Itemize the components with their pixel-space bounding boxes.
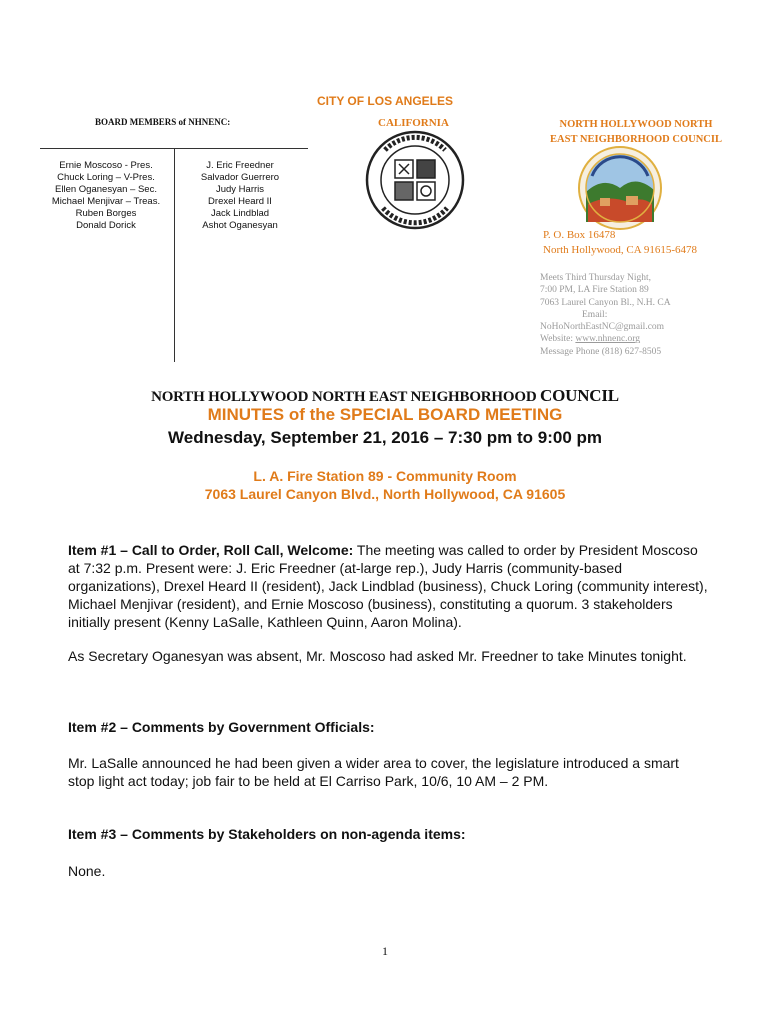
council-name-line1: NORTH HOLLYWOOD NORTH	[559, 119, 713, 130]
board-member: Michael Menjivar – Treas.	[51, 196, 161, 207]
board-member: J. Eric Freedner	[206, 160, 274, 171]
item-2-text: Mr. LaSalle announced he had been given a wider area to cover, the legislature introduced a smart stop light act today; job fair to be held at El Carriso Park, 10/6, 10 AM – 2 PM.	[68, 755, 679, 789]
city-seal-icon	[365, 130, 465, 230]
website-line	[540, 333, 671, 345]
meeting-info	[540, 272, 671, 358]
meets-line: Meets Third Thursday Night,	[540, 273, 651, 283]
council-name-line2: EAST NEIGHBORHOOD COUNCIL	[550, 134, 722, 145]
phone: Message Phone (818) 627-8505	[540, 346, 662, 357]
email-label: Email:	[582, 309, 608, 320]
page-number: 1	[382, 944, 388, 958]
board-member: Salvador Guerrero	[200, 172, 280, 183]
board-members-label: BOARD MEMBERS of NHNENC:	[95, 117, 231, 127]
board-member: Jack Lindblad	[210, 208, 270, 219]
council-title	[0, 386, 770, 406]
item-1-paragraph	[68, 541, 708, 631]
council-title-last: COUNCIL	[540, 386, 619, 405]
board-member: Ellen Oganesyan – Sec.	[55, 184, 157, 195]
council-title-main: NORTH HOLLYWOOD NORTH EAST NEIGHBORHOOD	[151, 389, 537, 405]
meeting-location: L. A. Fire Station 89 - Community Room	[253, 468, 517, 484]
board-member: Ashot Oganesyan	[202, 220, 278, 231]
minutes-title: MINUTES of the SPECIAL BOARD MEETING	[207, 405, 563, 424]
item-1-note: As Secretary Oganesyan was absent, Mr. Moscoso had asked Mr. Freedner to take Minutes tonight.	[68, 648, 687, 664]
item-3-text: None.	[68, 863, 106, 879]
item-3-heading: Item #3 – Comments by Stakeholders on non-agenda items:	[68, 826, 466, 842]
board-member: Drexel Heard II	[208, 196, 272, 207]
item-2-heading: Item #2 – Comments by Government Officials:	[68, 719, 375, 735]
po-box: P. O. Box 16478	[543, 229, 616, 241]
board-member: Ruben Borges	[75, 208, 137, 219]
mailing-address	[543, 228, 697, 258]
state-heading: CALIFORNIA	[378, 117, 449, 129]
board-member: Ernie Moscoso - Pres.	[59, 160, 153, 171]
item-1-heading: Item #1 – Call to Order, Roll Call, Welcome:	[68, 542, 354, 558]
meeting-address: 7063 Laurel Canyon Blvd., North Hollywood, CA 91605	[204, 486, 566, 502]
meets-line: 7063 Laurel Canyon Bl., N.H. CA	[540, 297, 671, 308]
divider-vertical	[174, 148, 175, 362]
website-link[interactable]: www.nhnenc.org	[575, 334, 641, 345]
city-heading: CITY OF LOS ANGELES	[316, 94, 453, 108]
board-member: Chuck Loring – V-Pres.	[57, 172, 155, 183]
city-zip: North Hollywood, CA 91615-6478	[543, 244, 697, 256]
board-members-column-2	[178, 160, 302, 232]
board-member: Judy Harris	[215, 184, 265, 195]
meeting-date: Wednesday, September 21, 2016 – 7:30 pm to 9:00 pm	[168, 428, 602, 447]
board-members-column-1	[40, 160, 172, 232]
board-member: Donald Dorick	[76, 220, 136, 231]
website-label: Website:	[540, 334, 576, 345]
email-address[interactable]: NoHoNorthEastNC@gmail.com	[540, 322, 665, 333]
meets-line: 7:00 PM, LA Fire Station 89	[540, 285, 649, 296]
item-1-text: The meeting was called to order by President Moscoso at 7:32 p.m. Present were: J. Eric Freedner (at-large rep.), Judy Harris (community-based organizations), Drexel Heard II (resident), Jack Lindblad (business), Chuck Loring (community interest), Michael Menjivar (resident), and Ernie Moscoso (business), constituting a quorum. 3 stakeholders initially present (Kenny LaSalle, Kathleen Quinn, Aaron Molina).	[68, 542, 708, 630]
council-logo-icon	[578, 146, 662, 230]
council-name	[536, 117, 736, 147]
